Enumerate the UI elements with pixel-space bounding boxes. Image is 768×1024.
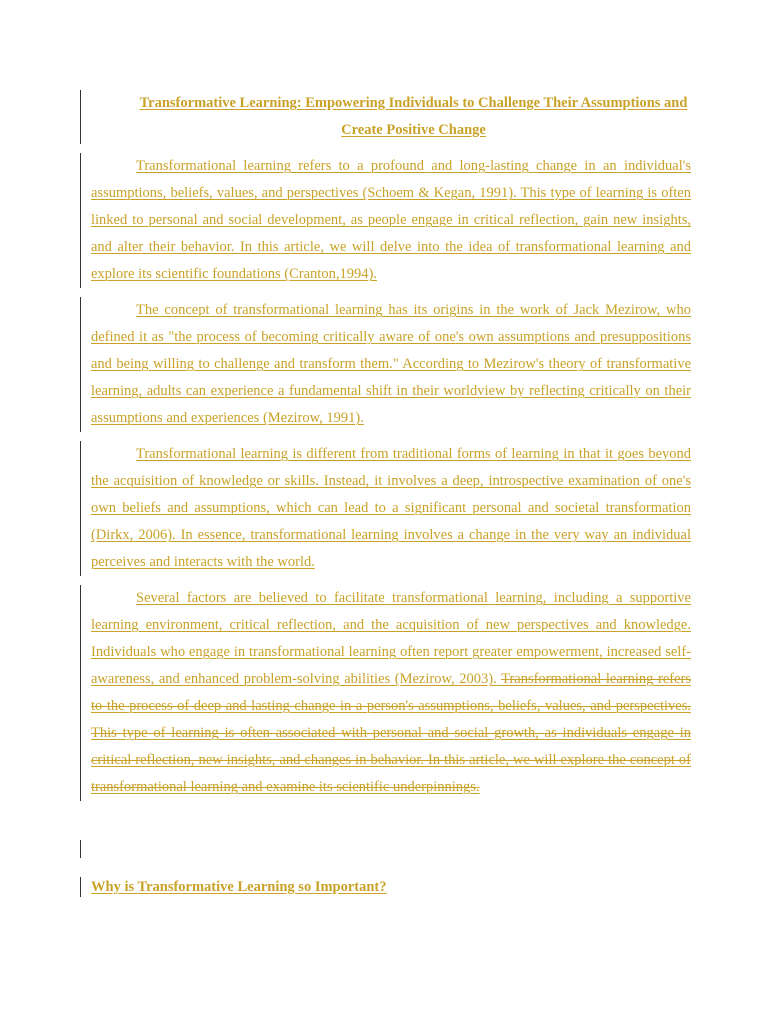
paragraph-2[interactable]: The concept of transformational learning has its origins in the work of Jack Mezirow, who defined it as "the process of becoming critically aware of one's own assumptions and presuppositions and being willing to challenge and transform them." According to Mezirow's theory of transformative learning, adults can experience a fundamental shift in their worldview by reflecting critically on their assumptions and experiences (Mezirow, 1991). bbox=[91, 302, 691, 426]
document-title[interactable]: Transformative Learning: Empowering Individuals to Challenge Their Assumptions and Create Positive Change bbox=[139, 95, 688, 138]
section-heading[interactable]: Why is Transformative Learning so Important? bbox=[91, 879, 387, 895]
paragraph-4[interactable] bbox=[91, 585, 691, 801]
empty-paragraph-change-bar bbox=[80, 840, 81, 858]
title-block bbox=[80, 90, 691, 144]
paragraph-4-text: Several factors are believed to facilitate transformational learning, including a supportive learning environment, critical reflection, and the acquisition of new perspectives and knowledge. Individuals who engage in transformational learning often report greater empowerment, increased self-awareness, and enhanced problem-solving abilities (Mezirow, 2003). bbox=[91, 590, 691, 687]
paragraph-4-block bbox=[80, 585, 691, 801]
paragraph-3[interactable]: Transformational learning is different from traditional forms of learning in that it goes beyond the acquisition of knowledge or skills. Instead, it involves a deep, introspective examination of one's own beliefs and assumptions, which can lead to a significant personal and societal transformation (Dirkx, 2006). In essence, transformational learning involves a change in the very way an individual perceives and interacts with the world. bbox=[91, 446, 691, 570]
paragraph-3-block bbox=[80, 441, 691, 576]
paragraph-2-block bbox=[80, 297, 691, 432]
deleted-text: Transformational learning refers to the process of deep and lasting change in a person's assumptions, beliefs, values, and perspectives. This type of learning is often associated with personal and social growth, as individuals engage in critical reflection, new insights, and changes in behavior. In this article, we will explore the concept of transformational learning and examine its scientific underpinnings. bbox=[91, 671, 692, 795]
paragraph-1-block bbox=[80, 153, 691, 288]
paragraph-1[interactable]: Transformational learning refers to a profound and long-lasting change in an individual's assumptions, beliefs, values, and perspectives (Schoem & Kegan, 1991). This type of learning is often linked to personal and social development, as people engage in critical reflection, gain new insights, and alter their behavior. In this article, we will delve into the idea of transformational learning and explore its scientific foundations (Cranton,1994). bbox=[91, 158, 691, 282]
heading-block bbox=[80, 877, 691, 897]
